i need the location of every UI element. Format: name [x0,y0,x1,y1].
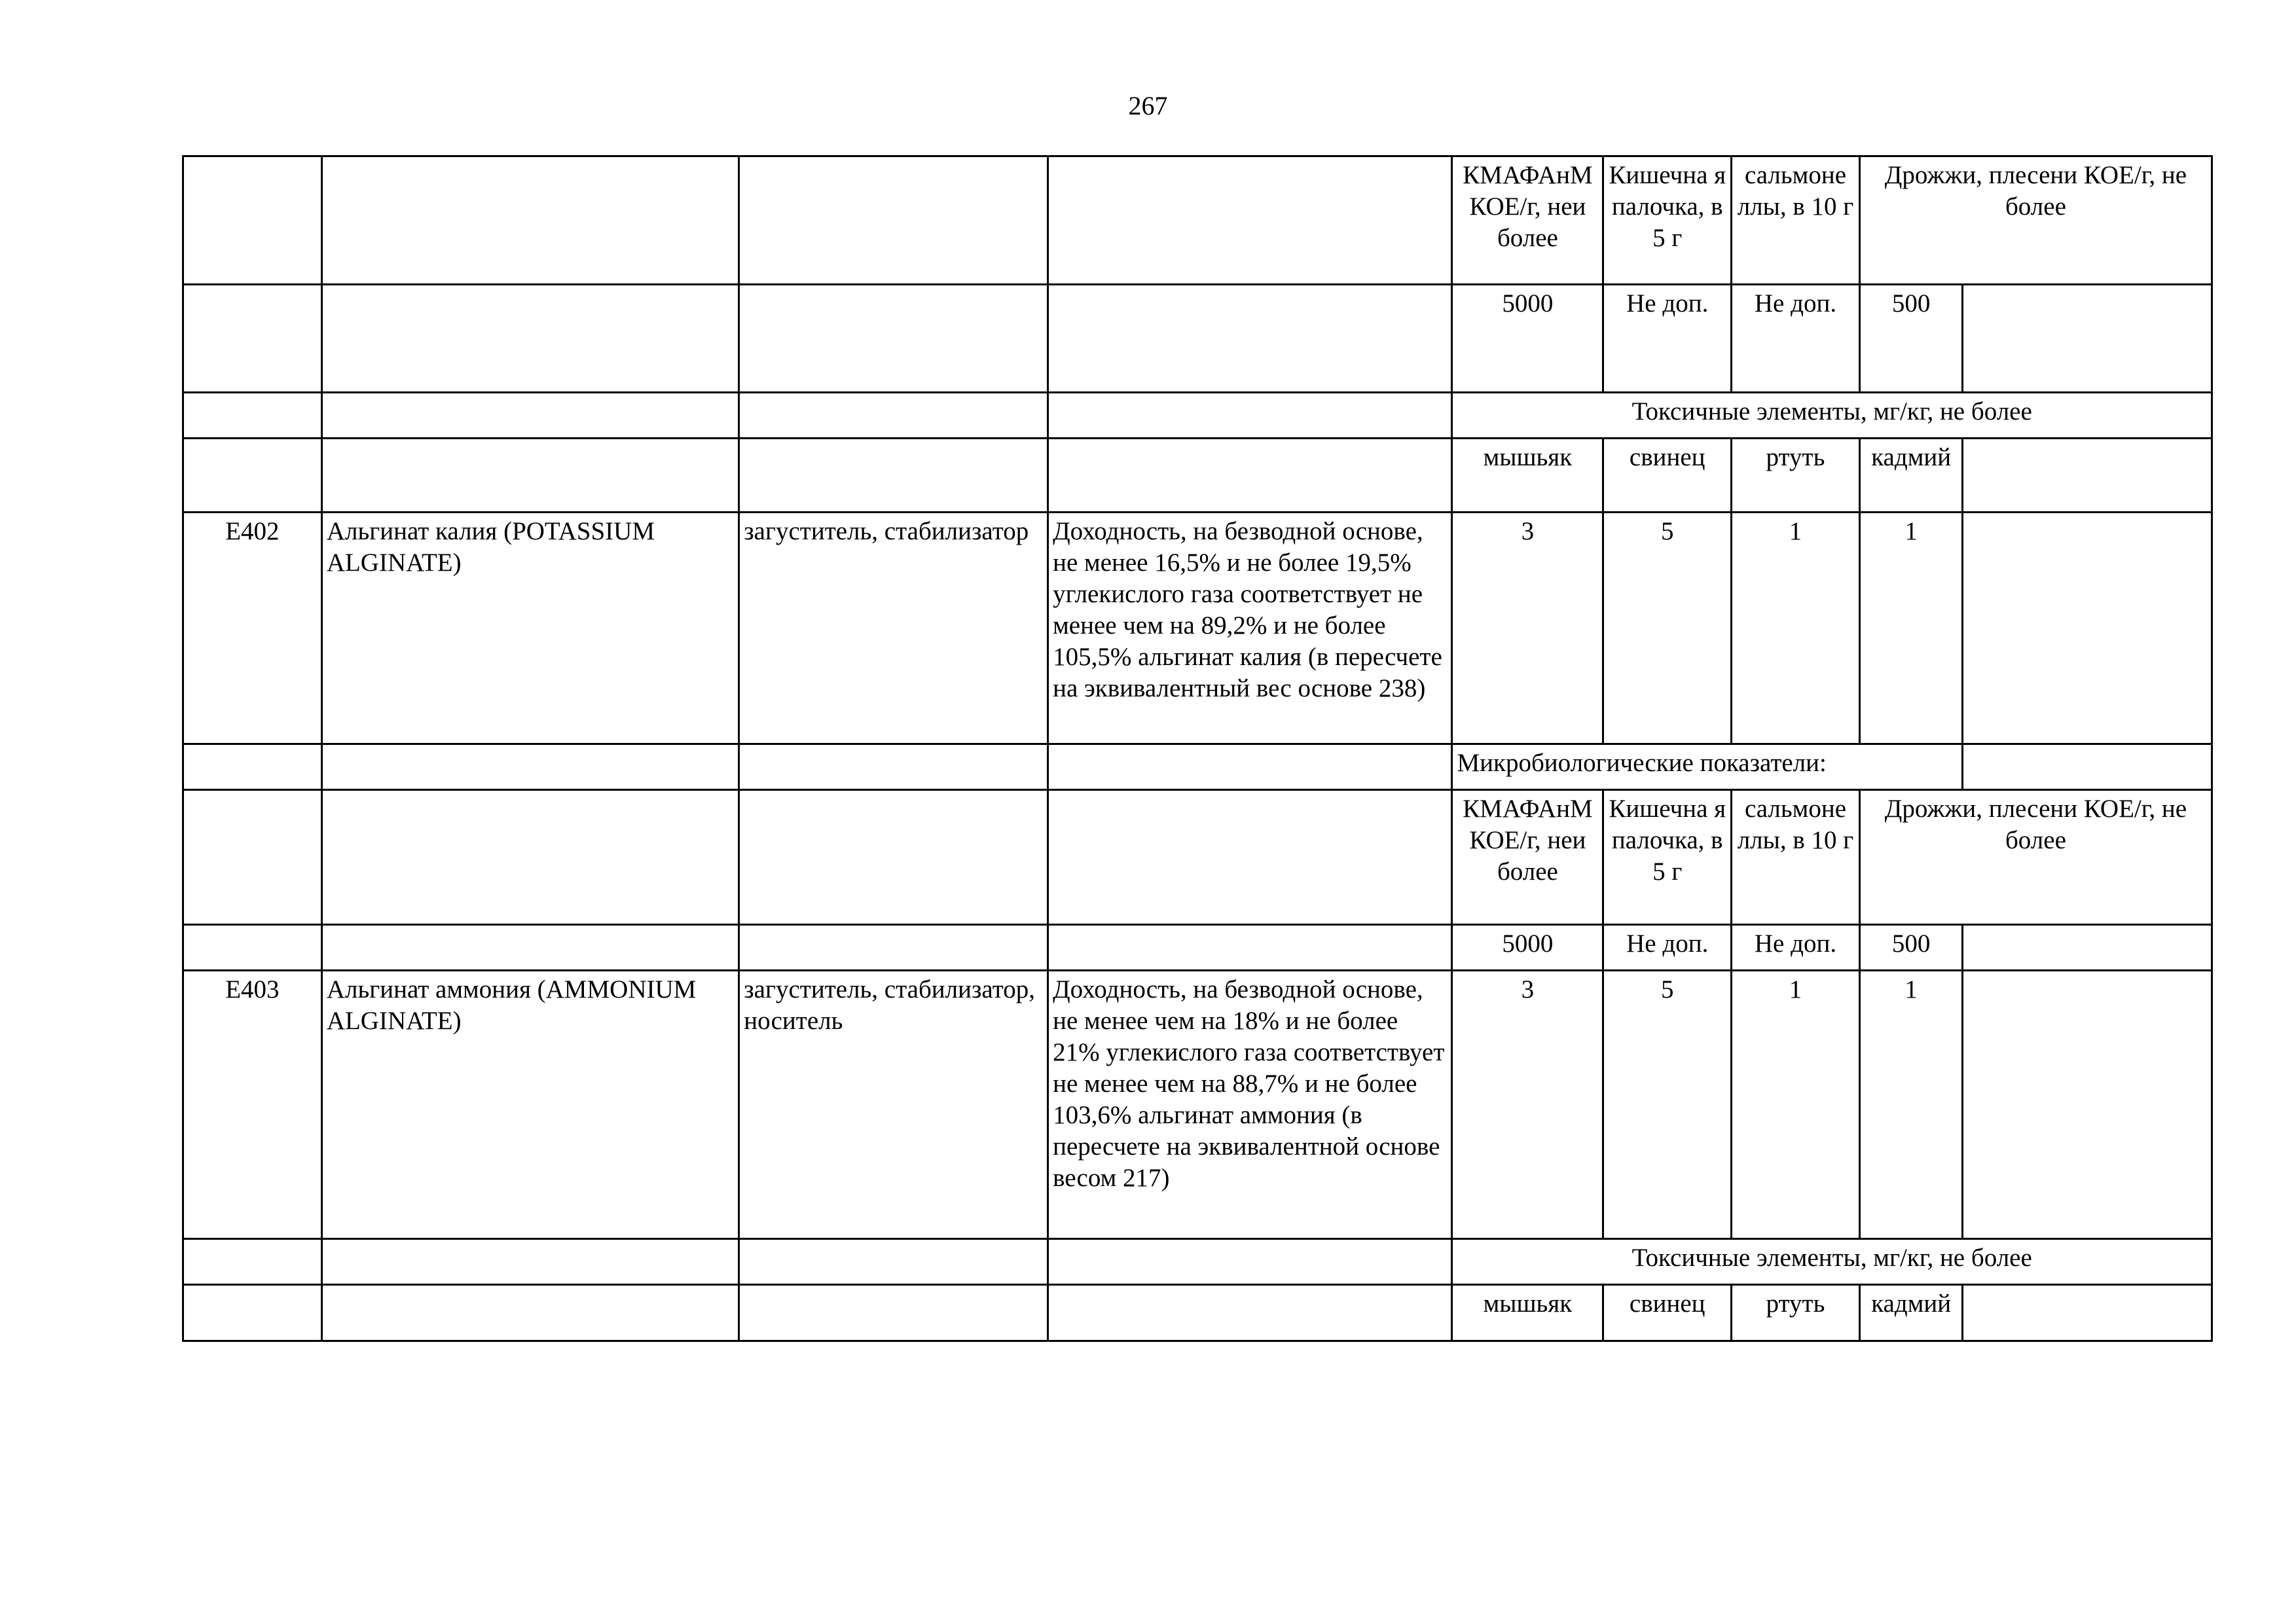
value-arsenic: 3 [1452,971,1603,1239]
col-cadmium: кадмий [1859,439,1963,513]
additive-spec: Доходность, на безводной основе, не менее чем на 18% и не более 21% углекислого газа соответствует не менее чем на 88,7% и не более 103,6% альгинат аммония (в пересчете на эквивалентной основе весом 217) [1048,971,1452,1239]
empty-cell [1048,1285,1452,1341]
header-e-coli: Кишечна я палочка, в 5 г [1603,156,1732,285]
value-lead: 5 [1603,513,1732,744]
value-kmafanm: 5000 [1452,925,1603,971]
table-row [183,513,2212,744]
additives-table [182,155,2213,1342]
empty-cell [1048,439,1452,513]
empty-cell [183,790,322,925]
col-lead: свинец [1603,439,1732,513]
col-mercury: ртуть [1732,439,1860,513]
empty-cell [321,285,738,393]
value-salmonella: Не доп. [1732,285,1860,393]
empty-cell [739,285,1048,393]
table-row [183,925,2212,971]
value-yeast-mold: 500 [1859,925,1963,971]
empty-cell [1048,1239,1452,1285]
header-yeast-mold: Дрожжи, плесени КОЕ/г, не более [1859,156,2212,285]
empty-cell [183,156,322,285]
empty-cell [1048,744,1452,790]
page-number: 267 [1128,91,1168,120]
empty-cell [183,393,322,439]
empty-cell [739,156,1048,285]
value-e-coli: Не доп. [1603,925,1732,971]
empty-cell [739,393,1048,439]
micro-indicators-title: Микробиологические показатели: [1452,744,1963,790]
empty-cell [321,1285,738,1341]
empty-cell [321,925,738,971]
empty-cell [739,1239,1048,1285]
empty-cell [1963,513,2212,744]
empty-cell [1048,285,1452,393]
empty-cell [1048,393,1452,439]
value-arsenic: 3 [1452,513,1603,744]
empty-cell [1963,439,2212,513]
value-e-coli: Не доп. [1603,285,1732,393]
col-lead: свинец [1603,1285,1732,1341]
empty-cell [739,744,1048,790]
empty-cell [321,393,738,439]
value-cadmium: 1 [1859,971,1963,1239]
value-mercury: 1 [1732,513,1860,744]
empty-cell [1048,156,1452,285]
header-salmonella: сальмоне ллы, в 10 г [1732,790,1860,925]
additive-name: Альгинат калия (POTASSIUM ALGINATE) [321,513,738,744]
additive-code: Е403 [183,971,322,1239]
empty-cell [183,744,322,790]
empty-cell [1048,925,1452,971]
col-cadmium: кадмий [1859,1285,1963,1341]
table-row [183,744,2212,790]
empty-cell [321,439,738,513]
header-kmafanm: КМАФАнМ КОЕ/г, неи более [1452,156,1603,285]
empty-cell [739,439,1048,513]
empty-cell [183,285,322,393]
empty-cell [183,439,322,513]
col-arsenic: мышьяк [1452,439,1603,513]
toxic-elements-header: Токсичные элементы, мг/кг, не более [1452,393,2212,439]
empty-cell [739,925,1048,971]
table-row [183,439,2212,513]
table-row [183,971,2212,1239]
col-mercury: ртуть [1732,1285,1860,1341]
header-salmonella: сальмоне ллы, в 10 г [1732,156,1860,285]
empty-cell [1963,285,2212,393]
empty-cell [321,156,738,285]
table-row [183,1285,2212,1341]
empty-cell [321,1239,738,1285]
empty-cell [321,744,738,790]
table-row [183,156,2212,285]
empty-cell [321,790,738,925]
additive-function: загуститель, стабилизатор, носитель [739,971,1048,1239]
col-arsenic: мышьяк [1452,1285,1603,1341]
additive-code: Е402 [183,513,322,744]
empty-cell [183,925,322,971]
value-lead: 5 [1603,971,1732,1239]
empty-cell [1963,1285,2212,1341]
header-yeast-mold: Дрожжи, плесени КОЕ/г, не более [1859,790,2212,925]
additive-spec: Доходность, на безводной основе, не менее 16,5% и не более 19,5% углекислого газа соответствует не менее чем на 89,2% и не более 105,5% альгинат калия (в пересчете на эквивалентный вес основе 238) [1048,513,1452,744]
empty-cell [1048,790,1452,925]
table-row [183,1239,2212,1285]
header-kmafanm: КМАФАнМ КОЕ/г, неи более [1452,790,1603,925]
additive-function: загуститель, стабилизатор [739,513,1048,744]
empty-cell [183,1285,322,1341]
toxic-elements-header: Токсичные элементы, мг/кг, не более [1452,1239,2212,1285]
empty-cell [739,1285,1048,1341]
empty-cell [1963,971,2212,1239]
value-mercury: 1 [1732,971,1860,1239]
table-row [183,393,2212,439]
value-salmonella: Не доп. [1732,925,1860,971]
value-kmafanm: 5000 [1452,285,1603,393]
empty-cell [1963,925,2212,971]
header-e-coli: Кишечна я палочка, в 5 г [1603,790,1732,925]
additive-name: Альгинат аммония (AMMONIUM ALGINATE) [321,971,738,1239]
empty-cell [183,1239,322,1285]
value-cadmium: 1 [1859,513,1963,744]
empty-cell [739,790,1048,925]
table-row [183,285,2212,393]
empty-cell [1963,744,2212,790]
value-yeast-mold: 500 [1859,285,1963,393]
table-row [183,790,2212,925]
